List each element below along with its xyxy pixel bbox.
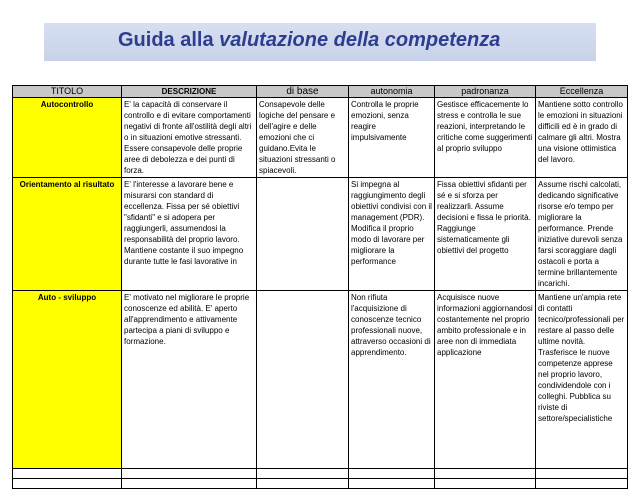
- row-title-cell: Auto - sviluppo: [13, 291, 122, 469]
- eccellenza-cell: Assume rischi calcolati, dedicando significative risorse e/o tempo per migliorare la performance. Prende iniziative durevoli senza farsi scoraggiare dagli ostacoli e porta a termine brillantemente incarichi.: [536, 178, 628, 291]
- blank-cell: [13, 479, 122, 489]
- header-eccellenza: Eccellenza: [536, 86, 628, 98]
- padronanza-cell: Fissa obiettivi sfidanti per sé e si sforza per realizzarli. Assume decisioni e fissa le priorità. Raggiunge sistematicamente gli obiettivi del progetto: [435, 178, 536, 291]
- eccellenza-cell: Mantiene sotto controllo le emozioni in situazioni difficili ed è in grado di calmare gli altri. Mostra una visione ottimistica del lavoro.: [536, 98, 628, 178]
- competence-table: [12, 85, 628, 489]
- header-autonomia: autonomia: [349, 86, 435, 98]
- eccellenza-cell: Mantiene un'ampia rete di contatti tecnico/professionali per restare al passo delle ultime novità. Trasferisce le nuove competenze apprese nel proprio lavoro, condividendole con i colleghi. Pubblica su riviste di settore/specialistiche: [536, 291, 628, 469]
- blank-cell: [257, 479, 349, 489]
- header-titolo: TITOLO: [13, 86, 122, 98]
- di-base-cell: Consapevole delle logiche del pensare e dell'agire e delle emozioni che ci guidano.Evita le situazioni stressanti o spiacevoli.: [257, 98, 349, 178]
- blank-cell: [536, 469, 628, 479]
- blank-cell: [122, 479, 257, 489]
- header-row: [13, 86, 628, 98]
- autonomia-cell: Non rifiuta l'acquisizione di conoscenze tecnico professionali nuove, attraverso occasioni di apprendimento.: [349, 291, 435, 469]
- table-row: [13, 98, 628, 178]
- row-title-cell: Autocontrollo: [13, 98, 122, 178]
- page-title-italic: valutazione della competenza: [219, 29, 501, 51]
- blank-cell: [122, 469, 257, 479]
- blank-row: [13, 469, 628, 479]
- header-padronanza: padronanza: [435, 86, 536, 98]
- page-title-prefix: Guida alla: [118, 29, 220, 51]
- descrizione-cell: E' l'interesse a lavorare bene e misurarsi con standard di eccellenza. Fissa per sé obiettivi "sfidanti" e si adopera per raggiungerli, assumendosi la responsabilità del proprio lavoro. Mantiene costante il suo impegno durante tutte le fasi lavorative in: [122, 178, 257, 291]
- padronanza-cell: Gestisce efficacemente lo stress e controlla le sue reazioni, interpretando le critiche come suggerimenti al proprio sviluppo: [435, 98, 536, 178]
- padronanza-cell: Acquisisce nuove informazioni aggiornandosi costantemente nel proprio ambito professionale e in aree non di immediata applicazione: [435, 291, 536, 469]
- autonomia-cell: Controlla le proprie emozioni, senza reagire impulsivamente: [349, 98, 435, 178]
- page-title: [118, 29, 500, 52]
- table-row: [13, 291, 628, 469]
- blank-cell: [13, 469, 122, 479]
- blank-cell: [435, 469, 536, 479]
- blank-cell: [435, 479, 536, 489]
- descrizione-cell: E' motivato nel migliorare le proprie conoscenze ed abilità. E' aperto all'apprendimento e attivamente partecipa a piani di sviluppo e formazione.: [122, 291, 257, 469]
- blank-cell: [349, 469, 435, 479]
- di-base-cell: [257, 178, 349, 291]
- blank-cell: [257, 469, 349, 479]
- blank-row: [13, 479, 628, 489]
- header-di-base: di base: [257, 86, 349, 98]
- blank-cell: [536, 479, 628, 489]
- table-row: [13, 178, 628, 291]
- blank-cell: [349, 479, 435, 489]
- di-base-cell: [257, 291, 349, 469]
- header-descrizione: DESCRIZIONE: [122, 86, 257, 98]
- autonomia-cell: Si impegna al raggiungimento degli obiettivi condivisi con il management (PDR). Modifica il proprio modo di lavorare per migliorare la performance: [349, 178, 435, 291]
- row-title-cell: Orientamento al risultato: [13, 178, 122, 291]
- descrizione-cell: E' la capacità di conservare il controllo e di evitare comportamenti negativi di fronte all'ostilità degli altri o in situazioni emotive stressanti. Essere consapevole delle proprie aree di debolezza e dei punti di forza.: [122, 98, 257, 178]
